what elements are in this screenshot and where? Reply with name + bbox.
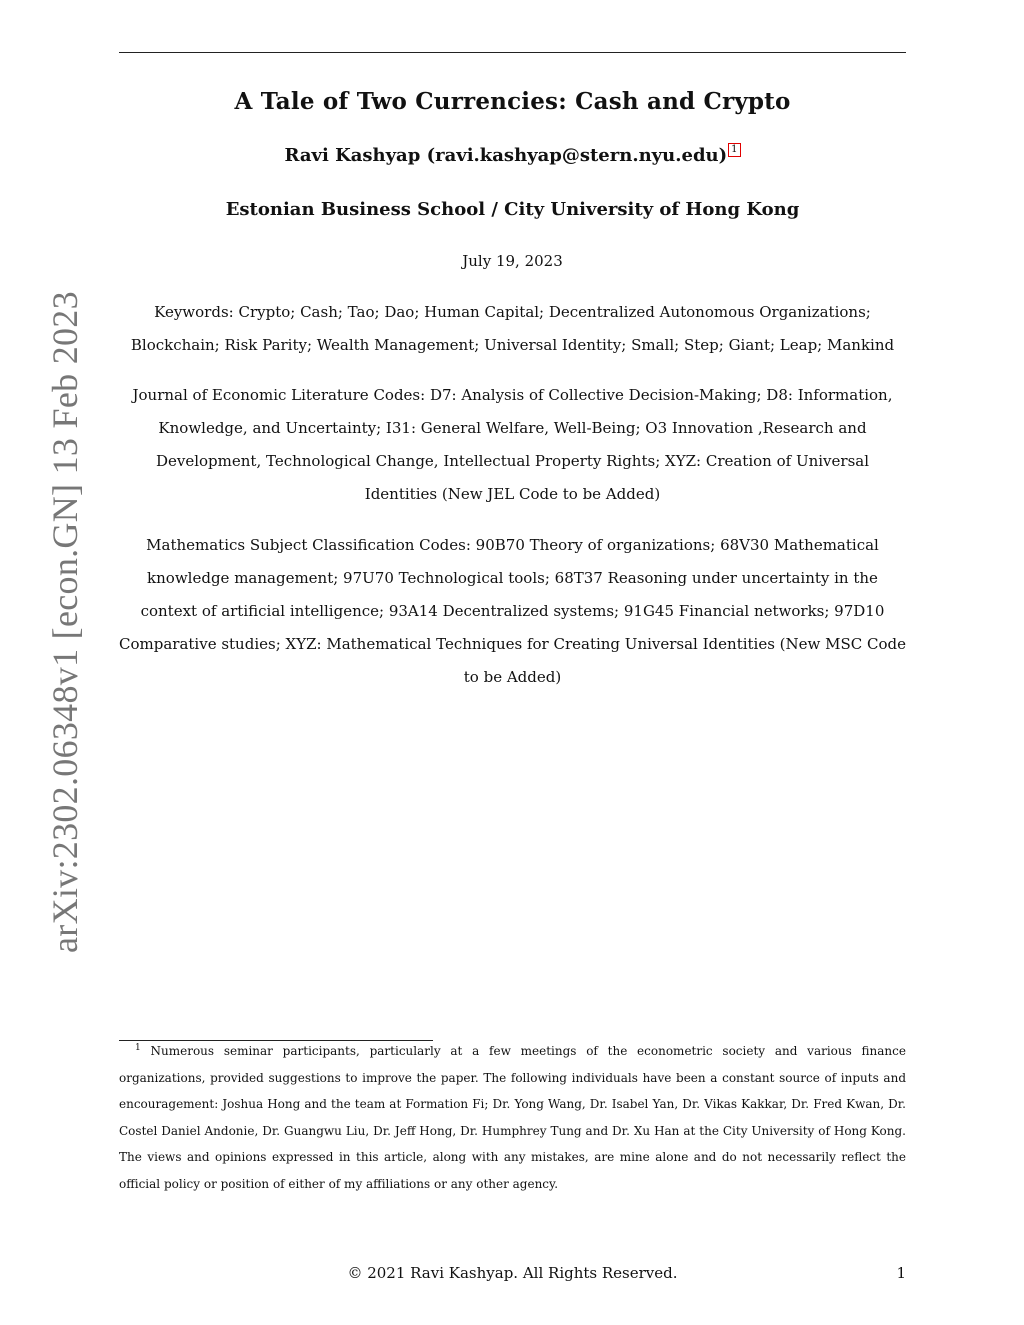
author-name-email: Ravi Kashyap (ravi.kashyap@stern.nyu.edu)	[284, 145, 728, 166]
page-number: 1	[896, 1264, 906, 1282]
footnote	[119, 1038, 906, 1197]
msc-codes: Mathematics Subject Classification Codes: 90B70 Theory of organizations; 68V30 Mathematical knowledge management; 97U70 Technological tools; 68T37 Reasoning under uncertainty in the context of artificial intelligence; 93A14 Decentralized systems; 91G45 Financial networks; 97D10 Comparative studies; XYZ: Mathematical Techniques for Creating Universal Identities (New MSC Code to be Added)	[119, 536, 907, 686]
jel-codes: Journal of Economic Literature Codes: D7: Analysis of Collective Decision-Making; D8: Information, Knowledge, and Uncertainty; I31: General Welfare, Well-Being; O3 Innovation ,Research and Development, Technological Change, Intellectual Property Rights; XYZ: Creation of Universal Identities (New JEL Code to be Added)	[132, 386, 893, 503]
footnote-marker: 1	[135, 1043, 141, 1053]
author-line	[119, 143, 906, 166]
keywords: Keywords: Crypto; Cash; Tao; Dao; Human Capital; Decentralized Autonomous Organizations; Blockchain; Risk Parity; Wealth Management; Universal Identity; Small; Step; Giant; Leap; Mankind	[130, 303, 895, 354]
footnote-link[interactable]: 1	[728, 143, 740, 157]
affiliation: Estonian Business School / City University of Hong Kong	[225, 199, 800, 220]
footnote-text: Numerous seminar participants, particularly at a few meetings of the econometric society and various finance organizations, provided suggestions to improve the paper. The following individuals have been a constant source of inputs and encouragement: Joshua Hong and the team at Formation Fi; Dr. Yong Wang, Dr. Isabel Yan, Dr. Vikas Kakkar, Dr. Fred Kwan, Dr. Costel Daniel Andonie, Dr. Guangwu Liu, Dr. Jeff Hong, Dr. Humphrey Tung and Dr. Xu Han at the City University of Hong Kong. The views and opinions expressed in this article, along with any mistakes, are mine alone and do not necessarily reflect the official policy or position of either of my affiliations or any other agency.	[119, 1044, 906, 1191]
top-rule	[119, 52, 906, 53]
copyright: © 2021 Ravi Kashyap. All Rights Reserved.	[347, 1264, 678, 1282]
arxiv-stamp: arXiv:2302.06348v1 [econ.GN] 13 Feb 2023	[45, 291, 85, 953]
paper-title: A Tale of Two Currencies: Cash and Crypto	[234, 88, 791, 115]
date: July 19, 2023	[462, 252, 563, 270]
